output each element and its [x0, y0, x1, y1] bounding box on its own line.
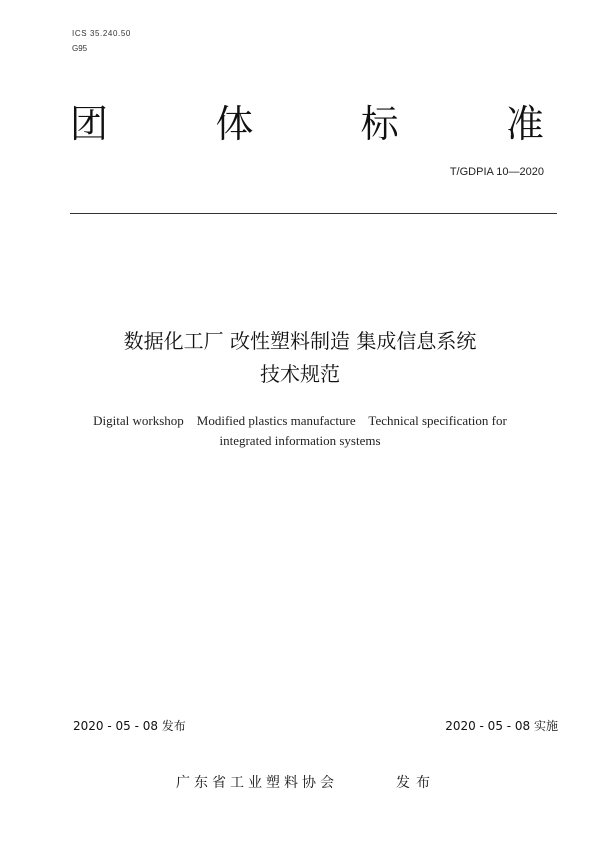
- publisher-suffix: 发布: [396, 775, 436, 791]
- english-title-line-1: Digital workshop Modified plastics manufacture Technical specification for: [93, 413, 507, 428]
- chinese-title-line-1: 数据化工厂 改性塑料制造 集成信息系统: [123, 329, 477, 353]
- implementation-date: 2020 - 05 - 08 实施: [445, 719, 558, 733]
- publisher-name: 广东省工业塑料协会: [176, 775, 338, 791]
- publish-date: 2020 - 05 - 08 发布: [73, 719, 186, 733]
- heading-char-3: 标: [360, 102, 399, 146]
- header-divider: [70, 213, 557, 214]
- standard-number: T/GDPIA 10—2020: [449, 166, 544, 178]
- chinese-title-line-2: 技术规范: [260, 362, 340, 386]
- heading-char-4: 准: [505, 102, 544, 146]
- ccs-code: G95: [72, 44, 88, 53]
- heading-char-2: 体: [215, 102, 254, 146]
- english-title-line-2: integrated information systems: [219, 433, 381, 448]
- ics-code: ICS 35.240.50: [72, 29, 131, 38]
- heading-char-1: 团: [70, 102, 109, 146]
- standard-type-heading: [70, 100, 544, 148]
